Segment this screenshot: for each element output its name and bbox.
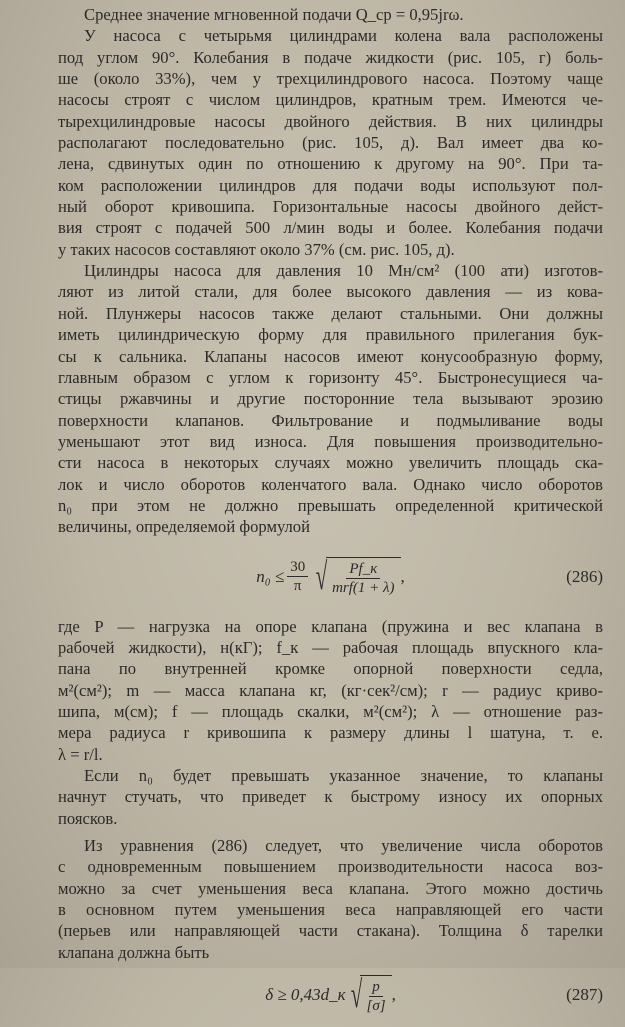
- text-line: м²(см²); m — масса клапана кг, (кг·сек²/см); r — радиус криво-: [58, 680, 603, 700]
- text-line: иметь цилиндрическую форму для правильного прилегания бук-: [58, 325, 603, 345]
- text-line: величины, определяемой формулой: [58, 517, 310, 537]
- text-line: в основном путем уменьшения веса направляющей его части: [58, 900, 603, 920]
- radicand: [326, 557, 400, 597]
- text-line: начнут стучать, что приведет к быстрому износу их опорных: [58, 787, 603, 807]
- text-line: главным образом с углом к горизонту 45°. Быстронесущиеся ча-: [58, 367, 603, 387]
- text-line: можно за счет уменьшения веса клапана. Этого можно достичь: [58, 878, 603, 898]
- coefficient-numerator: 30: [287, 558, 308, 577]
- text-line: Из уравнения (286) следует, что увеличение числа оборотов: [84, 836, 603, 856]
- text-line: у таких насосов составляют около 37% (см. рис. 105, д).: [58, 239, 455, 259]
- text-line: мера радиуса r кривошипа к размеру длины l шатуна, т. е.: [58, 723, 603, 743]
- paragraph-5: [58, 829, 603, 963]
- paragraph-2: [58, 260, 603, 537]
- text-line: вия строят с подачей 500 л/мин воды и более. Колебания подачи: [58, 218, 603, 238]
- equation-number: (286): [566, 566, 603, 586]
- coefficient-denominator: π: [293, 578, 302, 595]
- text-line: клапана должна быть: [58, 942, 210, 962]
- text-line: тырехцилиндровые насосы двойного действия. В них цилиндры: [58, 111, 603, 131]
- text-line: ком расположении цилиндров для подачи воды используют пол-: [58, 175, 603, 195]
- paragraph-4: [58, 765, 603, 829]
- radicand-denominator: [σ]: [366, 998, 386, 1015]
- text-line: ляют из литой стали, для более высокого давления — из кова-: [58, 282, 603, 302]
- square-root: [346, 975, 392, 1015]
- text-line: под углом 90°. Колебания в подаче жидкости (рис. 105, г) боль-: [58, 47, 603, 67]
- formula-tail: ,: [400, 566, 405, 586]
- text-line: пана по внутренней кромке опорной поверхности седла,: [58, 659, 603, 679]
- radicand-fraction: [363, 978, 388, 1015]
- formula-lhs: δ ≥ 0,43d_к: [265, 985, 346, 1005]
- radical-sign: √: [350, 974, 362, 1017]
- text-line: Цилиндры насоса для давления 10 Мн/см² (100 ати) изготов-: [84, 261, 603, 281]
- radicand-fraction: [329, 560, 397, 597]
- text-line: Среднее значение мгновенной подачи Q_ср = 0,95jrω.: [84, 5, 464, 24]
- text-line: насосы строят с числом цилиндров, кратным трем. Имеются че-: [58, 90, 603, 110]
- text-line: располагают последовательно (рис. 105, д). Вал имеет два ко-: [58, 133, 603, 153]
- text-line: с одновременным повышением производительности насоса воз-: [58, 857, 603, 877]
- text-line: Если n₀ будет превышать указанное значение, то клапаны: [84, 766, 603, 785]
- formula-lhs: n₀ ≤: [256, 566, 285, 586]
- text-line: рабочей жидкости), н(кГ); f_к — рабочая площадь впускного кла-: [58, 637, 603, 657]
- formula-tail: ,: [391, 985, 396, 1005]
- text-line: (перьев или направляющей части стакана). Толщина δ тарелки: [58, 921, 603, 941]
- text-line: ной. Плунжеры насосов также делают стальными. Они должны: [58, 303, 603, 323]
- formula-287: [58, 963, 603, 1027]
- text-line: лок и число оборотов коленчатого вала. Однако число оборотов: [58, 474, 603, 494]
- text-line: n₀ при этом не должно превышать определенной критической: [58, 495, 603, 515]
- radicand-numerator: Pf_к: [346, 560, 380, 579]
- equation-number: (287): [566, 985, 603, 1005]
- text-line: шипа, м(см); f — площадь скалки, м²(см²); λ — отношение раз-: [58, 701, 603, 721]
- text-line: лена, сдвинутых один по отношению к другому на 90°. При та-: [58, 154, 603, 174]
- formula-286: [58, 538, 603, 616]
- text-line: поясков.: [58, 808, 118, 828]
- text-line: стицы ржавчины и другие посторонние тела вызывают эрозию: [58, 389, 603, 409]
- paragraph-3: [58, 616, 603, 765]
- radicand-numerator: p: [369, 978, 383, 997]
- text-line: где P — нагрузка на опоре клапана (пружина и вес клапана в: [58, 616, 603, 636]
- radicand: [360, 975, 391, 1015]
- paragraph-1: [58, 0, 603, 260]
- text-line: сы к сальника. Клапаны насосов имеют конусообразную форму,: [58, 346, 603, 366]
- radical-sign: √: [315, 555, 328, 598]
- text-line: ше (около 33%), чем у трехцилиндрового насоса. Поэтому чаще: [58, 69, 603, 89]
- text-line: уменьшают этот вид износа. Для повышения производительно-: [58, 431, 603, 451]
- coefficient-fraction: [287, 558, 308, 595]
- text-line: ный оборот кривошипа. Горизонтальные насосы двойного дейст-: [58, 197, 603, 217]
- text-line: сти насоса в некоторых случаях можно увеличить площадь ска-: [58, 453, 603, 473]
- square-root: [311, 557, 400, 597]
- text-line: λ = r/l.: [58, 744, 103, 764]
- text-line: поверхности клапанов. Фильтрование и подмыливание воды: [58, 410, 603, 430]
- text-line: У насоса с четырьмя цилиндрами колена вала расположены: [84, 26, 603, 46]
- radicand-denominator: mrf(1 + λ): [332, 579, 395, 596]
